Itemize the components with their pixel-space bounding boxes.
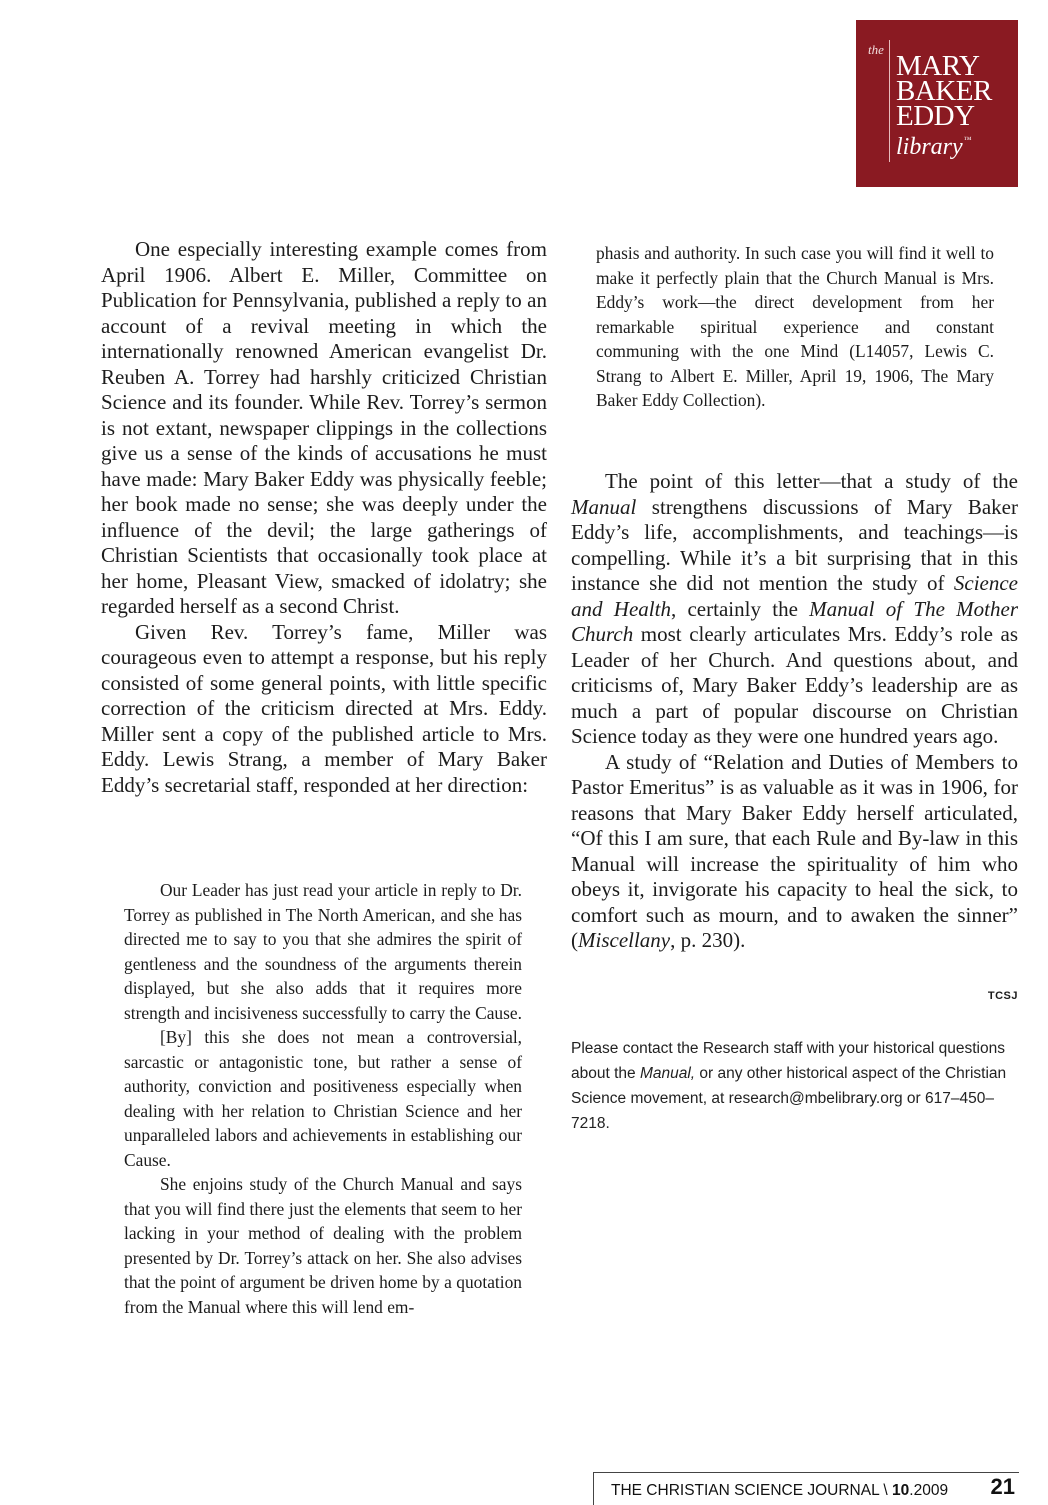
p4-text-b: , p. 230). xyxy=(670,928,746,952)
page-footer xyxy=(593,1472,1019,1505)
paragraph-miller-response: Given Rev. Torrey’s fame, Miller was courageous even to attempt a response, but his reply consisted of some general points, with little specific correction of the criticism directed at Mrs. Eddy. Miller sent a copy of the published article to Mrs. Eddy. Lewis Strang, a member of Mary Baker Eddy’s secretarial staff, responded at her direction: xyxy=(101,619,547,797)
paragraph-relation-duties xyxy=(571,750,1018,954)
quote-paragraph-3: She enjoins study of the Church Manual and says that you will find there just the elements that seem to her lacking in your method of dealing with the problem presented by Dr. Torrey’s attack on her. She also advises that the point of argument be driven home by a quotation from the Manual where this will lend em- xyxy=(124,1174,522,1317)
page-number: 21 xyxy=(990,1474,1015,1499)
quote-paragraph-2: [By] this she does not mean a controversial, sarcastic or antagonistic tone, but rather a sense of authority, conviction and positiveness especially when dealing with her relation to Christian Science and her unparalleled labors and achievements in establishing our Cause. xyxy=(124,1027,522,1170)
quote-paragraph-4: phasis and authority. In such case you will find it well to make it perfectly plain that the Church Manual is Mrs. Eddy’s work—the direct development from her remarkable spiritual experience and constant communing with the one Mind (L14057, Lewis C. Strang to Albert E. Miller, April 19, 1906, The Mary Baker Eddy Collection). xyxy=(596,243,994,410)
letter-quote-part2 xyxy=(596,241,994,413)
p3-italic-science-health: Science and Health xyxy=(571,571,1018,621)
left-column xyxy=(101,237,547,798)
logo-library xyxy=(896,134,972,161)
footer-year: .2009 xyxy=(909,1482,949,1499)
p3-text-b: strengthens discussions of Mary Baker Eddy’s life, accomplishments, and teachings—is compelling. While it’s a bit surprising that in this instance she did not mention the study of xyxy=(571,494,1018,595)
logo-line-baker: BAKER xyxy=(896,75,992,107)
paragraph-torrey-example: One especially interesting example comes from April 1906. Albert E. Miller, Committee on Publication for Pennsylvania, published a reply to an account of a revival meeting in which the internationally renowned American evangelist Dr. Reuben A. Torrey had harshly criticized Christian Science and its founder. While Rev. Torrey’s sermon is not extant, newspaper clippings in the collections give us a sense of the kinds of accusations he must have made: Mary Baker Eddy was physically feeble; her book made no sense; she was deeply under the influence of the devil; the large gatherings of Christian Scientists that occasionally took place at her home, Pleasant View, smacked of idolatry; she regarded herself as a second Christ. xyxy=(101,237,547,618)
logo-name xyxy=(896,50,992,132)
letter-quote-part1 xyxy=(124,878,522,1319)
logo-divider xyxy=(889,40,890,162)
p3-text-a: The point of this letter—that a study of the xyxy=(605,469,1018,493)
paragraph-point-of-letter xyxy=(571,469,1018,750)
mary-baker-eddy-library-logo xyxy=(856,20,1018,187)
p3-italic-manual-mother-church: Manual of The Mother Church xyxy=(571,596,1019,646)
p4-italic-miscellany: Miscellany xyxy=(578,928,671,952)
right-column xyxy=(571,469,1018,954)
contact-text-a: Please contact the Research staff with your historical questions about the xyxy=(571,1040,1005,1082)
logo-line-mary: MARY xyxy=(896,50,980,82)
quote-paragraph-1: Our Leader has just read your article in reply to Dr. Torrey as published in The North American, and she has directed me to say to you that she admires the spirit of gentleness and the soundness of the arguments therein displayed, but she also adds that it requires more strength and incisiveness successfully to carry the Cause. xyxy=(124,880,522,1023)
p3-italic-manual: Manual xyxy=(571,494,637,519)
p3-text-d: most clearly articulates Mrs. Eddy’s role as Leader of her Church. And questions about, and criticisms of, Mary Baker Eddy’s leadership are as much a part of popular discourse on Christian Science today as they were one hundred years ago. xyxy=(571,622,1018,748)
contact-italic-manual: Manual, xyxy=(639,1065,696,1082)
footer-journal-title xyxy=(611,1482,948,1500)
article-signature: TCSJ xyxy=(987,990,1018,1002)
logo-the: the xyxy=(868,42,884,57)
footer-month: 10 xyxy=(892,1482,910,1499)
footer-journal-name: THE CHRISTIAN SCIENCE JOURNAL \ xyxy=(611,1482,893,1499)
logo-line-eddy: EDDY xyxy=(896,100,975,132)
contact-note xyxy=(571,1036,1011,1136)
p4-text-a: A study of “Relation and Duties of Members to Pastor Emeritus” is as valuable as it was in 1906, for reasons that Mary Baker Eddy herself articulated, “Of this I am sure, that each Rule and By-law in this Manual will increase the spirituality of him who obeys it, invigorate his capacity to heal the sick, to comfort such as mourn, and to awaken the sinner” ( xyxy=(571,749,1018,952)
p3-text-c: , certainly the xyxy=(670,596,810,621)
logo-trademark: ™ xyxy=(963,135,972,144)
logo-library-word: library xyxy=(896,134,963,160)
contact-text-b: or any other historical aspect of the Christian Science movement, at research@mbelibrary.org or 617–450–7218. xyxy=(571,1065,1007,1132)
